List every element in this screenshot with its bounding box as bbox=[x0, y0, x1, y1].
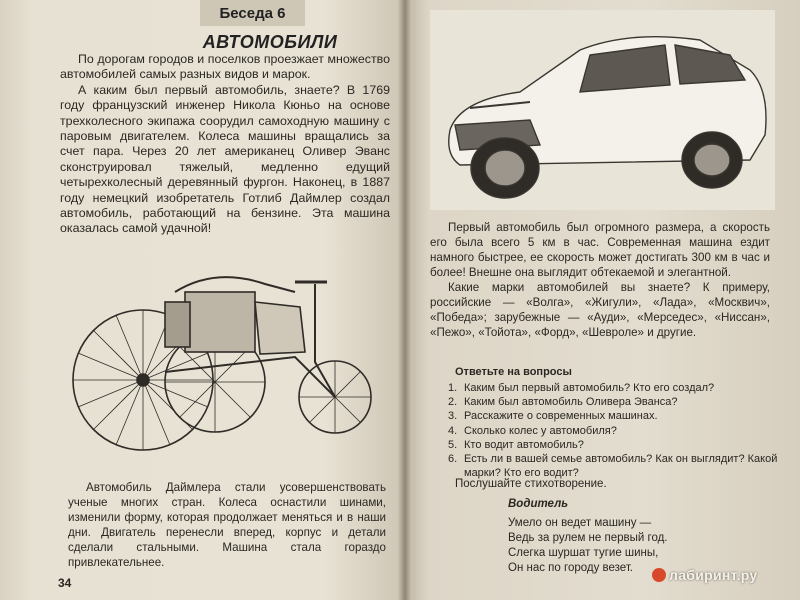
poem-line: Ведь за рулем не первый год. bbox=[508, 532, 668, 544]
question-number: 5. bbox=[448, 438, 458, 451]
poem-intro: Послушайте стихотворение. bbox=[455, 478, 607, 490]
right-paragraph-2: Какие марки автомобилей вы знаете? К примеру, российские — «Волга», «Жигули», «Лада», «Москвич», «Победа»; зарубежные — «Ауди», «Мерседес», «Ниссан», «Пежо», «Тойота», «Форд», «Шевроле» и другие. bbox=[430, 281, 770, 339]
intro-paragraph-2: А каким был первый автомобиль, знаете? В 1769 году французский инженер Никола Кюньо на основе трехколесного экипажа соорудил самоходную машину с паровым двигателем. Колеса машины вращались за счет пара. Через 20 лет американец Оливер Эванс сконструировал тяжелый, медленно едущий четырехколесный деревянный фургон. Наконец, в 1887 году немецкий изобретатель Готлиб Даймлер создал автомобиль, работающий на бензине. Эта машина оказалась самой удачной! bbox=[60, 82, 390, 236]
question-number: 2. bbox=[448, 396, 458, 409]
question-number: 4. bbox=[448, 424, 458, 437]
question-item bbox=[448, 438, 778, 452]
daimler-car-illustration bbox=[65, 262, 395, 472]
question-number: 6. bbox=[448, 453, 458, 466]
question-number: 1. bbox=[448, 382, 458, 394]
question-text: Сколько колес у автомобиля? bbox=[464, 424, 617, 437]
question-item bbox=[448, 424, 778, 438]
caption-paragraph: Автомобиль Даймлера стали усовершенствовать ученые многих стран. Колеса оснастили шинами, изменили форму, которая продолжает меняться и в наши дни. Двигатель перенесли вперед, корпус и детали сделали стальными. Машина стала гораздо привлекательнее. bbox=[68, 481, 386, 569]
poem-line: Слегка шуршат тугие шины, bbox=[508, 547, 659, 559]
question-item bbox=[448, 452, 778, 480]
question-number: 3. bbox=[448, 410, 458, 423]
page-number: 34 bbox=[58, 576, 72, 590]
book-spine bbox=[398, 0, 412, 600]
caption-text bbox=[68, 480, 386, 570]
poem-line: Он нас по городу везет. bbox=[508, 562, 634, 574]
labirint-logo-icon bbox=[652, 568, 666, 582]
question-item bbox=[448, 409, 778, 423]
questions-title: Ответьте на вопросы bbox=[455, 366, 572, 378]
poem-line: Умело он ведет машину — bbox=[508, 517, 652, 529]
poem-title: Водитель bbox=[508, 498, 569, 510]
question-text: Кто водит автомобиль? bbox=[464, 438, 584, 451]
question-item bbox=[448, 395, 778, 409]
lesson-header: Беседа 6 bbox=[200, 0, 305, 26]
questions-list bbox=[448, 381, 778, 480]
question-text: Каким был автомобиль Оливера Эванса? bbox=[464, 396, 678, 409]
modern-car-illustration bbox=[430, 10, 775, 210]
question-text: Расскажите о современных машинах. bbox=[464, 410, 658, 423]
question-item bbox=[448, 381, 778, 395]
watermark bbox=[652, 567, 758, 583]
watermark-text: лабиринт.ру bbox=[669, 567, 758, 583]
right-paragraph-1: Первый автомобиль был огромного размера, а скорость его была всего 5 км в час. Современная машина ездит намного быстрее, ее скорость может достигать 300 км в час и более! Внешне она выглядит обтекаемой и элегантной. bbox=[430, 221, 770, 279]
right-text bbox=[430, 220, 770, 340]
intro-paragraph-1: По дорогам городов и поселков проезжает множество автомобилей самых разных видов и марок. bbox=[60, 52, 390, 82]
page-title: АВТОМОБИЛИ bbox=[202, 32, 338, 52]
intro-text bbox=[60, 52, 390, 237]
question-text: Есть ли в вашей семье автомобиль? Как он выглядит? Какой марки? Кто его водит? bbox=[464, 453, 778, 480]
question-text: Каким был первый автомобиль? Кто его создал? bbox=[464, 382, 715, 394]
